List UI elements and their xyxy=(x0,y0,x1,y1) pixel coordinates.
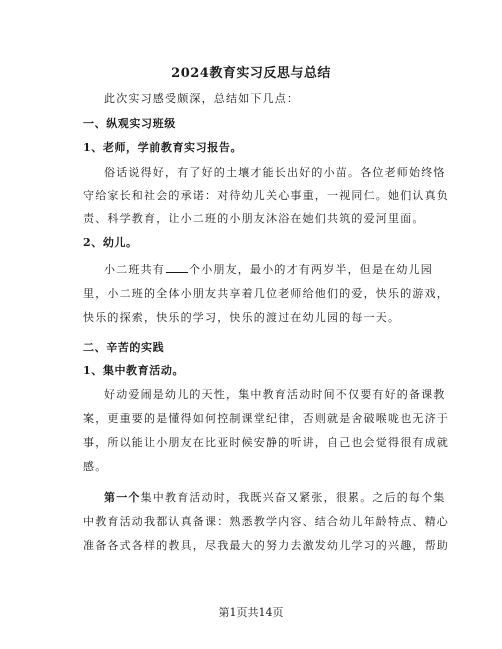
intro-text: 此次实习感受颇深，总结如下几点： xyxy=(104,92,300,105)
line-rest: 集中教育活动时，我既兴奋又紧张，很累。之后的每个集 xyxy=(140,491,446,504)
section1-sub1-line: 责、科学教育，让小二班的小朋友沐浴在她们共筑的爱河里面。 xyxy=(83,212,425,225)
section2-sub1-line: 感。 xyxy=(83,460,108,473)
section2-para2-line: 中教育活动我都认真备课：熟悉教学内容、结合幼儿年龄特点、精心 xyxy=(83,515,449,528)
line-suffix: 个小朋友，最小的才有两岁半，但是在幼儿园 xyxy=(189,263,433,276)
section2-sub1-line: 案，更重要的是懂得如何控制课堂纪律，否则就是舍破喉咙也无济于 xyxy=(83,412,449,425)
section1-sub2-line xyxy=(104,262,433,277)
section1-sub2-heading: 2、幼儿。 xyxy=(83,236,138,249)
line-prefix: 小二班共有 xyxy=(104,263,165,276)
section2-sub1-line: 好动爱闹是幼儿的天性，集中教育活动时间不仅要有好的备课教 xyxy=(104,388,446,401)
section1-sub2-line: 快乐的探索，快乐的学习，快乐的渡过在幼儿园的每一天。 xyxy=(83,311,401,324)
section1-sub1-heading: 1、老师，学前教育实习报告。 xyxy=(83,141,243,154)
section2-para2-line: 准备各式各样的教具，尽我最大的努力去激发幼儿学习的兴趣，帮助 xyxy=(83,539,449,552)
section1-sub1-line: 守给家长和社会的承诺：对待幼儿关心事重，一视同仁。她们认真负 xyxy=(83,189,449,202)
section1-heading: 一、纵观实习班级 xyxy=(83,117,176,130)
page-footer: 第1页共14页 xyxy=(218,606,284,619)
section1-sub2-line: 里，小二班的全体小朋友共享着几位老师给他们的爱，快乐的游戏， xyxy=(83,287,449,300)
section1-sub1-line: 俗话说得好，有了好的土壤才能长出好的小苗。各位老师始终恪 xyxy=(104,166,446,179)
section2-sub1-heading: 1、集中教育活动。 xyxy=(83,364,185,377)
section2-para2-line xyxy=(104,491,446,505)
bold-lead: 第一个 xyxy=(104,491,141,504)
document-title: 2024教育实习反思与总结 xyxy=(171,66,331,81)
fill-in-blank xyxy=(166,262,188,273)
section2-sub1-line: 事，所以能让小朋友在比亚时候安静的听讲，自己也会觉得很有成就 xyxy=(83,436,449,449)
section2-heading: 二、辛苦的实践 xyxy=(83,341,165,354)
